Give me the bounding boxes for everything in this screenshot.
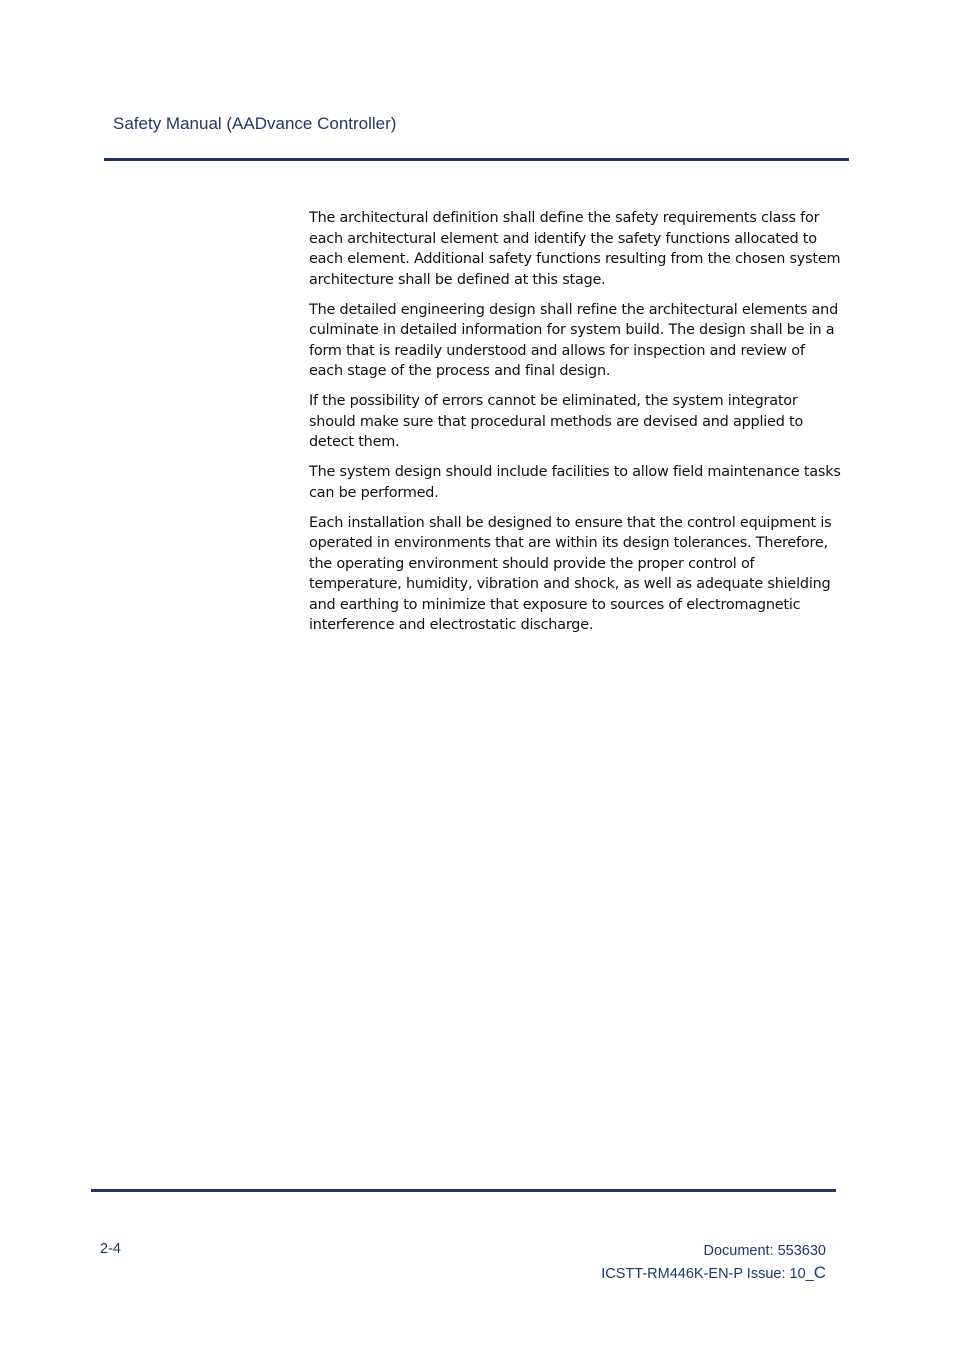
paragraph-architectural-definition: The architectural definition shall define the safety requirements class for each architectural element and identify the safety functions allocated to each element. Additional safety functions resulting from the chosen system architecture shall be defined at this stage. — [309, 210, 841, 288]
paragraph-procedural-methods: If the possibility of errors cannot be eliminated, the system integrator should make sure that procedural methods are devised and applied to detect them. — [309, 393, 804, 450]
header-divider — [104, 158, 849, 161]
page-number: 2-4 — [100, 1241, 121, 1257]
footer-divider — [91, 1189, 836, 1192]
body-content — [309, 208, 841, 645]
paragraph-detailed-engineering-design: The detailed engineering design shall refine the architectural elements and culminate in detailed information for system build. The design shall be in a form that is readily understood and allows for inspection and review of each stage of the process and final design. — [309, 301, 839, 379]
paragraph-field-maintenance: The system design should include facilities to allow field maintenance tasks can be performed. — [309, 464, 841, 501]
document-number: Document: 553630 — [703, 1243, 826, 1259]
issue-line — [601, 1262, 826, 1285]
document-info — [601, 1241, 826, 1285]
issue-suffix: C — [813, 1263, 826, 1282]
paragraph-installation-environment: Each installation shall be designed to ensure that the control equipment is operated in environments that are within its design tolerances. Therefore, the operating environment should provide the proper control of temperature, humidity, vibration and shock, as well as adequate shielding and earthing to minimize that exposure to sources of electromagnetic interference and electrostatic discharge. — [309, 514, 832, 633]
header-title: Safety Manual (AADvance Controller) — [113, 114, 397, 133]
issue-prefix: ICSTT-RM446K-EN-P Issue: 10_ — [601, 1266, 814, 1282]
